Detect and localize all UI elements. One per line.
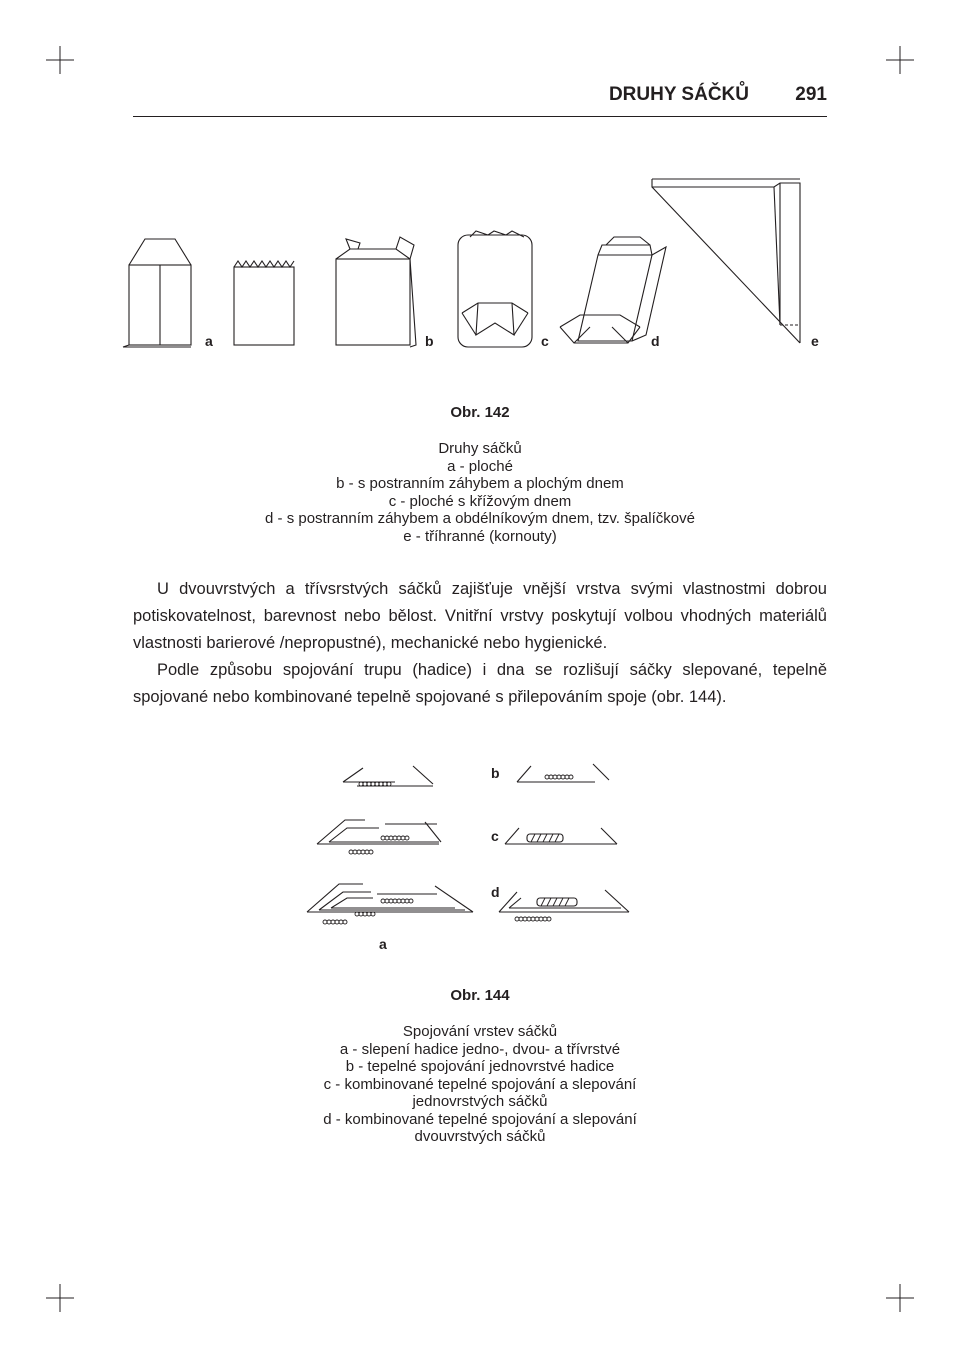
caption-line: a - ploché <box>447 457 513 475</box>
header-rule <box>133 116 827 117</box>
caption-line: e - tříhranné (kornouty) <box>403 527 557 545</box>
chapter-title: DRUHY SÁČKŮ <box>608 84 749 105</box>
caption-line: dvouvrstvých sáčků <box>414 1128 546 1145</box>
caption-line: c - ploché s křížovým dnem <box>388 492 572 510</box>
seam-b-drawing <box>517 764 609 782</box>
seam-label-c: c <box>491 828 499 844</box>
seam-d-drawing <box>499 890 629 921</box>
bag-label-b: b <box>425 333 434 349</box>
body-text <box>133 576 827 711</box>
seam-a2-drawing <box>317 820 441 854</box>
figure-144-title: Obr. 144 <box>450 987 510 1004</box>
bag-c-drawing <box>458 231 532 347</box>
bag-label-d: d <box>651 333 660 349</box>
seam-a3-drawing <box>307 884 473 924</box>
figure-144-caption <box>0 1023 960 1146</box>
seam-a1-drawing <box>343 766 433 786</box>
bag-serrated-drawing <box>234 261 294 345</box>
caption-line: b - tepelné spojování jednovrstvé hadice <box>345 1058 615 1075</box>
bag-a-drawing <box>123 239 191 347</box>
caption-line: Spojování vrstev sáčků <box>402 1023 558 1040</box>
seam-label-b: b <box>491 765 500 781</box>
bag-label-e: e <box>811 333 819 349</box>
caption-line: d - kombinované tepelné spojování a slepování <box>323 1110 637 1128</box>
caption-line: b - s postranním záhybem a plochým dnem <box>336 475 624 492</box>
caption-line: a - slepení hadice jedno-, dvou- a třívrstvé <box>339 1040 621 1058</box>
paragraph: Podle způsobu spojování trupu (hadice) i dna se rozlišují sáčky slepované, tepelně spojované nebo kombinované tepelně spojované s přilepováním spoje (obr. 144). <box>133 661 827 706</box>
figure-142-caption <box>0 440 960 545</box>
bag-types-illustration <box>120 175 840 365</box>
running-header <box>133 80 827 120</box>
seam-label-d: d <box>491 884 500 900</box>
caption-line: jednovrstvých sáčků <box>412 1093 548 1110</box>
seam-joining-illustration <box>305 760 645 930</box>
bag-e-drawing <box>652 179 800 343</box>
bag-d-drawing <box>560 237 666 343</box>
caption-line: d - s postranním záhybem a obdélníkovým dnem, tzv. špalíčkové <box>265 510 695 527</box>
caption-line: c - kombinované tepelné spojování a slepování <box>323 1075 637 1093</box>
seam-label-a: a <box>379 936 387 952</box>
bag-label-a: a <box>205 333 213 349</box>
bag-label-c: c <box>541 333 549 349</box>
page-number: 291 <box>795 84 827 105</box>
paragraph: U dvouvrstvých a třívsrstvých sáčků zajišťuje vnější vrstva svými vlastnostmi dobrou potiskovatelnost, barevnost nebo bělost. Vnitřní vrstvy poskytují volbou vhodných materiálů vlastnosti barierové /nepropustné), mechanické nebo hygienické. <box>133 580 827 652</box>
bag-b-drawing <box>336 237 416 347</box>
caption-line: Druhy sáčků <box>438 440 522 457</box>
seam-c-drawing <box>505 828 617 844</box>
figure-142-title: Obr. 142 <box>450 404 510 421</box>
